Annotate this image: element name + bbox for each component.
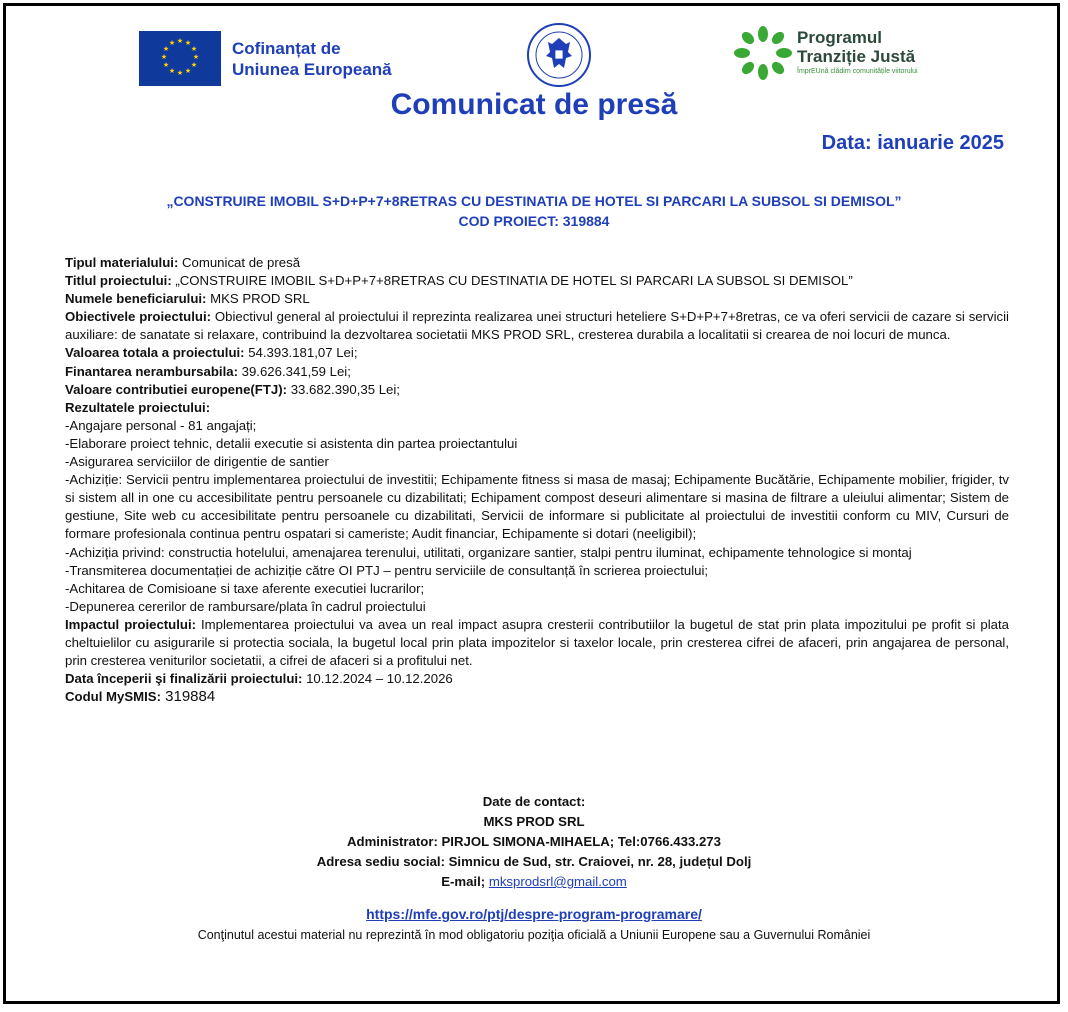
ptj-line1: Programul [797,28,883,47]
field-impact: Impactul proiectului: Implementarea proiectului va avea un real impact asupra cresterii contributiilor la bugetul de stat prin plata impozitului pe profit si plata cheltuielilor cu asigurarile si protectia sociala, la bugetul local prin plata impozitelor si taxelor locale, prin cresterea cifrei de afaceri, prin angajarea de personal, prin cresterea veniturilor societatii, a cifrei de afaceri si a profitului net. [65,616,1009,669]
svg-text:★: ★ [184,67,192,75]
svg-text:★: ★ [168,67,176,75]
list-item: -Achitarea de Comisioane si taxe aferente executiei lucrarilor; [65,580,425,596]
field-obiective: Obiectivele proiectului: Obiectivul general al proiectului il reprezinta realizarea unei structuri heteliere S+D+P+7+8retras, ce va oferi servicii de cazare si servicii auxiliare: de sanatate si relaxare, contribuind la dezvoltarea societatii MKS PROD SRL, cresterea durabila a localitatii si crearea de noi locuri de munca. [65,309,1009,343]
field-rezultate-label: Rezultatele proiectului: [65,399,211,415]
ptj-program-text [797,28,918,75]
page-title: Comunicat de presă [390,88,678,121]
list-item: -Achiziția privind: constructia hotelului, amenajarea terenului, utilitati, organizare santier, stalpi pentru iluminat, echipamente tehnologice si montaj [65,544,912,560]
svg-text:★: ★ [162,61,170,69]
project-title [0,191,1068,231]
svg-text:★: ★ [176,69,184,77]
email-link[interactable]: mksprodsrl@gmail.com [488,874,627,889]
field-beneficiar: Numele beneficiarului: MKS PROD SRL [65,291,310,307]
svg-text:★: ★ [168,39,176,47]
ptj-tagline: ÎmprEUnă clădim comunitățile viitorului [797,68,918,75]
contact-admin: Administrator: PIRJOL SIMONA-MIHAELA; Tel:0766.433.273 [347,834,721,849]
eu-flag-icon [139,31,221,86]
program-link[interactable]: https://mfe.gov.ro/ptj/despre-program-programare/ [366,906,702,922]
field-valoare: Valoarea totala a proiectului: 54.393.181,07 Lei; [65,345,358,361]
eu-text-line1: Cofinanțat de [232,39,341,58]
government-seal-icon [526,22,592,88]
svg-text:★: ★ [162,45,170,53]
disclaimer: Conţinutul acestui material nu reprezintă în mod obligatoriu poziţia oficială a Uniunii Europene sau a Guvernului României [197,928,871,942]
contact-heading: Date de contact: [482,794,586,809]
svg-text:★: ★ [176,37,184,45]
svg-text:★: ★ [192,53,200,61]
eu-text-line2: Uniunea Europeană [232,60,392,79]
list-item: -Angajare personal - 81 angajați; [65,417,257,433]
contact-company: MKS PROD SRL [483,814,585,829]
field-titlu: Titlul proiectului: „CONSTRUIRE IMOBIL S+D+P+7+8RETRAS CU DESTINATIA DE HOTEL SI PARCARI LA SUBSOL SI DEMISOL” [65,273,853,289]
svg-text:★: ★ [160,53,168,61]
contact-email-line: E-mail; mksprodsrl@gmail.com [441,874,627,889]
list-item: -Achiziție: Servicii pentru implementarea proiectului de investitii; Echipamente fitness si masa de masaj; Echipamente Bucătărie, Echipamente mobilier, frigider, tv si sistem all in one cu accesibilitate pentru persoanele cu dizabilitati; Echipament compost deseuri alimentare si masina de filtrare a uleiului alimentar; Sistem de gestiune, Site web cu accesibilitate pentru persoanele cu dizabilitati, Servicii de informare si publicitate al proiectului de investitii conform cu MIV, Cursuri de formare profesionala continua pentru ospatari si cameriste; Audit financiar, Echipamente si dotari (neeligibil); [65,472,1009,542]
program-url [0,906,1068,922]
field-finantare: Finantarea nerambursabila: 39.626.341,59 Lei; [65,363,351,379]
list-item: -Asigurarea serviciilor de dirigentie de santier [65,454,329,470]
project-code: COD PROIECT: 319884 [458,213,610,229]
svg-text:★: ★ [190,61,198,69]
list-item: -Elaborare proiect tehnic, detalii executie si asistenta din partea proiectantului [65,435,518,451]
ptj-leaf-logo-icon [734,26,792,80]
field-perioada: Data începerii şi finalizării proiectului: 10.12.2024 – 10.12.2026 [65,671,453,687]
svg-text:★: ★ [190,45,198,53]
eu-cofinance-text [232,38,392,80]
release-date: Data: ianuarie 2025 [821,132,1004,154]
ptj-line2: Tranziție Justă [797,47,916,66]
svg-text:★: ★ [184,39,192,47]
list-item: -Depunerea cererilor de rambursare/plata în cadrul proiectului [65,598,426,614]
field-mysmis: Codul MySMIS: 319884 [65,688,216,706]
project-title-line1: „CONSTRUIRE IMOBIL S+D+P+7+8RETRAS CU DESTINATIA DE HOTEL SI PARCARI LA SUBSOL SI DEMISOL” [166,193,902,209]
field-contributie: Valoare contributiei europene(FTJ): 33.682.390,35 Lei; [65,381,400,397]
list-item: -Transmiterea documentației de achiziție către OI PTJ – pentru serviciile de consultanță în scrierea proiectului; [65,562,709,578]
field-tip: Tipul materialului: Comunicat de presă [65,255,301,270]
contact-block [0,792,1068,892]
press-release-body [65,254,1009,706]
contact-address: Adresa sediu social: Simnicu de Sud, str. Craiovei, nr. 28, județul Dolj [316,854,752,869]
